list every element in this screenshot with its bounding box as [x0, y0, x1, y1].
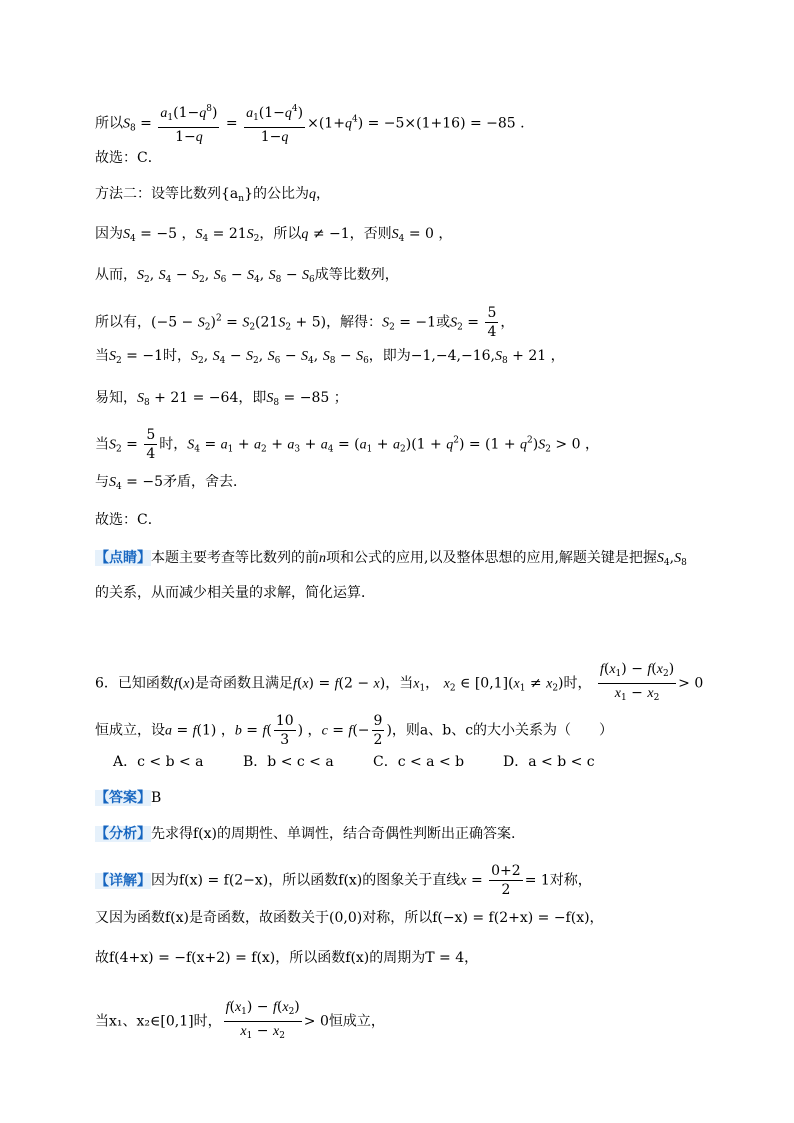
text: 项和公式的应用,以及整体思想的应用,解题关键是把握: [326, 550, 657, 566]
text: 矛盾，舍去．: [163, 474, 248, 490]
fraction: $\frac{0+2}{2}$: [491, 863, 521, 898]
line-when2: 当$S_2$ = $\frac{5}{4}$ 时，$S_4 = a_1 + a_2 + a_3 + a_4 = (a_1 + a_2)(1 + q^2) = (1 + q^2)S_2 > 0$ ，: [95, 427, 599, 462]
option-d[interactable]: D．a < b < c: [503, 754, 595, 770]
text: 本题主要考查等比数列的前: [151, 550, 319, 566]
text: 恒成立，设: [95, 722, 165, 739]
text: 从而，: [95, 267, 137, 283]
line-dianjing: 【点睛】本题主要考查等比数列的前n项和公式的应用,以及整体思想的应用,解题关键是把握$S_4,S_8$: [95, 550, 687, 568]
line-q6-2: 恒成立，设a = f(1) ，b = f( $\frac{10}{3}$ ) ，c = f(− $\frac{9}{2}$ )，则a、b、c的大小关系为（ ）: [95, 713, 614, 748]
text: 与: [95, 474, 109, 490]
option-a[interactable]: A．c < b < a: [113, 754, 204, 770]
text: 对称，: [549, 872, 592, 889]
line-easy: 易知，$S_8 + 21 = -64$，即$S_8 = -85$ ；: [95, 390, 348, 408]
text: 或: [436, 314, 451, 331]
text: 所以: [95, 115, 123, 132]
text: 时，: [163, 348, 192, 364]
line-conflict: 与$S_4 = -5$矛盾，舍去．: [95, 474, 248, 492]
text: ，则a、b、c的大小关系为（ ）: [391, 722, 614, 739]
text: }的公比为: [244, 186, 309, 202]
detail-tag: 【详解】: [95, 872, 151, 889]
text: ，当: [385, 675, 414, 692]
fraction: $\frac{9}{2}$: [373, 713, 383, 748]
text: 是奇函数且满足: [194, 675, 293, 692]
line-so: 所以有，$(-5 - S_2)^2 = S_2(21S_2 + 5)$，解得：$S_2 = -1$或$S_2$ = $\frac{5}{4}$ ，: [95, 305, 515, 340]
line-gu2: 故选：C．: [95, 512, 162, 528]
fraction: $\frac{a_1(1-q^8)}{1-q}$: [158, 100, 219, 147]
analysis-tag: 【分析】: [95, 826, 151, 842]
dianjing-tag: 【点睛】: [95, 550, 151, 566]
option-c[interactable]: C．c < a < b: [373, 754, 465, 770]
fraction: $\frac{10}{3}$: [275, 713, 294, 748]
line-answer: [95, 788, 161, 808]
text: 当x₁、x₂∈[0,1]时，: [95, 1013, 222, 1030]
line-q6: 6．已知函数f(x)是奇函数且满足f(x) = f(2 − x)，当$x_1$， $x_2$ ∈ $[0,1](x_1 \ne x_2)$时， $\frac{f(x_1) - f(x_2)}{x_1 - x_2}$ > 0: [95, 660, 703, 707]
line-gu3: 故f(4+x) = −f(x+2) = f(x)，所以函数f(x)的周期为T = 4，: [95, 950, 479, 966]
line-s8: 所以$S_8$ = $\frac{a_1(1-q^8)}{1-q}$ = $\frac{a_1(1-q^4)}{1-q}$ $\times(1+q^4) = -5\times(1+16) = -85$ .: [95, 100, 525, 147]
text: 时，: [159, 436, 188, 453]
option-b[interactable]: B．b < c < a: [243, 754, 334, 770]
line-dianjing-2: 的关系，从而减少相关量的求解，简化运算．: [95, 585, 375, 601]
text: 因为: [95, 226, 123, 242]
text: ，所以: [259, 226, 302, 242]
fraction: $\frac{a_1(1-q^4)}{1-q}$: [244, 100, 305, 147]
text: 6．已知函数: [95, 675, 174, 692]
text: 时，: [563, 675, 592, 692]
text: 因为f(x) = f(2−x)，所以函数f(x)的图象关于直线: [151, 872, 461, 889]
text: 当: [95, 436, 109, 453]
fraction: $\frac{f(x_1) - f(x_2)}{x_1 - x_2}$: [599, 661, 675, 703]
answer-value: B: [151, 790, 162, 806]
fraction: $\frac{5}{4}$: [487, 305, 497, 340]
text: 方法二：设等比数列{a: [95, 186, 239, 202]
line-gu1: 故选：C．: [95, 150, 162, 166]
text: 成等比数列，: [314, 267, 399, 283]
text: > 0恒成立，: [303, 1013, 385, 1030]
fraction: $\frac{f(x_1) - f(x_2)}{x_1 - x_2}$: [225, 999, 300, 1041]
line-because: 因为$S_4 = -5$ ，$S_4 = 21S_2$，所以q ≠ −1，否则$S_4 = 0$ ，: [95, 226, 453, 244]
text: ，即为: [368, 348, 411, 364]
text: ，解得：: [326, 314, 383, 331]
line-when3: [95, 998, 385, 1045]
options: [113, 752, 633, 772]
line-analysis: [95, 824, 515, 844]
answer-tag: 【答案】: [95, 790, 151, 806]
text: ，即: [238, 390, 267, 406]
line-when1: 当$S_2 = -1$时，$S_2$, $S_4 - S_2$, $S_6 - S_4$, $S_8 - S_6$，即为$-1,-4,-16,S_8 + 21$ ，: [95, 348, 565, 366]
text: 先求得f(x)的周期性、单调性，结合奇偶性判断出正确答案.: [151, 826, 516, 842]
line-detail: 【详解】因为f(x) = f(2−x)，所以函数f(x)的图象关于直线x = $\frac{0+2}{2}$ = 1对称，: [95, 863, 592, 898]
text: = −5×(1+16) = −85 .: [367, 115, 525, 132]
text: 当: [95, 348, 109, 364]
line-method2: 方法二：设等比数列$\{a_n\}$的公比为q，: [95, 186, 330, 204]
text: 易知，: [95, 390, 137, 406]
text: 所以有，: [95, 314, 151, 331]
fraction: $\frac{5}{4}$: [146, 427, 156, 462]
text: ，否则: [349, 226, 392, 242]
line-thus: 从而，$S_2$, $S_4 - S_2$, $S_6 - S_4$, $S_8 - S_6$成等比数列，: [95, 267, 399, 285]
line-also: 又因为函数f(x)是奇函数，故函数关于(0,0)对称，所以f(−x) = f(2+x) = −f(x)，: [95, 910, 604, 926]
